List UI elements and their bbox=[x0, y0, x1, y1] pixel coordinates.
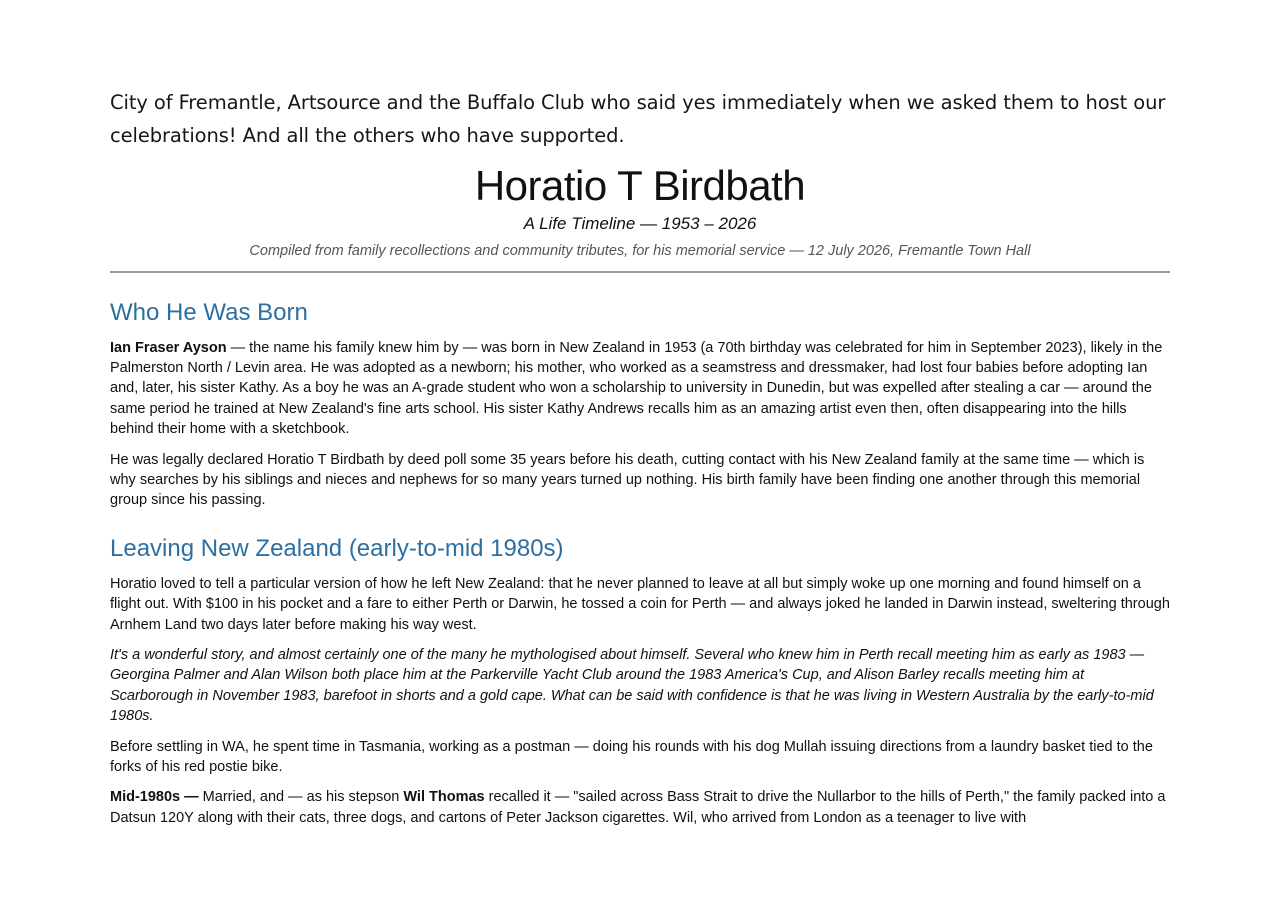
page-title: Horatio T Birdbath bbox=[474, 162, 806, 209]
leaving-paragraph-1: Horatio loved to tell a particular version of how he left New Zealand: that he never planned to leave at all but simply woke up one morning and found himself on a flight out. With $100 in his pocket and a fare to either Perth or Darwin, he tossed a coin for Perth — and always joked he landed in Darwin instead, sweltering through Arnhem Land two days later before making his way west. bbox=[110, 576, 1170, 633]
intro-paragraph: City of Fremantle, Artsource and the Buffalo Club who said yes immediately when we asked them to host our celebrations! And all the others who have supported. bbox=[110, 91, 1166, 147]
section-birth bbox=[110, 298, 1170, 510]
stepson-name: Wil Thomas bbox=[403, 789, 485, 806]
leaving-paragraph-3: Before settling in WA, he spent time in Tasmania, working as a postman — doing his rounds with his dog Mullah issuing directions from a laundry basket tied to the forks of his red postie bike. bbox=[110, 738, 1153, 775]
birth-paragraph-1-text: — the name his family knew him by — was born in New Zealand in 1953 (a 70th birthday was celebrated for him in September 2023), likely in the Palmerston North / Levin area. He was adopted as a newborn; his mother, who worked as a seamstress and dressmaker, had lost four babies before adopting Ian and, later, his sister Kathy. As a boy he was an A-grade student who won a scholarship to university in Dunedin, but was expelled after stealing a car — around the same period he trained at New Zealand's fine arts school. His sister Kathy Andrews recalls him as an amazing artist even then, often disappearing into the hills behind their home with a sketchbook. bbox=[110, 340, 1163, 437]
section-leaving-nz bbox=[110, 534, 1170, 828]
compiled-note: Compiled from family recollections and community tributes, for his memorial service — 12 July 2026, Fremantle Town Hall bbox=[249, 243, 1031, 259]
mid-1980s-lead: Mid-1980s — bbox=[110, 789, 199, 806]
leaving-paragraph-4 bbox=[110, 787, 1170, 827]
leaving-paragraph-2: It's a wonderful story, and almost certainly one of the many he mythologised about himself. Several who knew him in Perth recall meeting him as early as 1983 — Georgina Palmer and Alan Wilson both place him at the Parkerville Yacht Club around the 1983 America's Cup, and Alison Barley recalls meeting him at Scarborough in November 1983, barefoot in shorts and a gold cape. What can be said with confidence is that he was living in Western Australia by the early-to-mid 1980s. bbox=[110, 647, 1154, 724]
document-page bbox=[110, 86, 1170, 828]
header-divider bbox=[110, 271, 1170, 273]
birth-paragraph-1 bbox=[110, 338, 1170, 439]
section-heading-leaving-nz: Leaving New Zealand (early-to-mid 1980s) bbox=[110, 535, 564, 563]
section-heading-birth: Who He Was Born bbox=[110, 299, 308, 326]
leaving-paragraph-4-text-a: Married, and — as his stepson bbox=[198, 789, 404, 806]
birth-paragraph-2: He was legally declared Horatio T Birdbath by deed poll some 35 years before his death, cutting contact with his New Zealand family at the same time — which is why searches by his siblings and nieces and nephews for so many years turned up nothing. His birth family have been finding one another through this memorial group since his passing. bbox=[110, 451, 1145, 508]
birth-name-lead: Ian Fraser Ayson bbox=[110, 340, 227, 356]
page-subtitle: A Life Timeline — 1953 – 2026 bbox=[523, 214, 757, 233]
leaving-paragraph-4-text-b: recalled it — "sailed across Bass Strait to drive the Nullarbor to the hills of Perth," the family packed into a Datsun 120Y along with their cats, three dogs, and cartons of Peter Jackson cigarettes. Wil, who arrived from London as a teenager to live with bbox=[110, 789, 1166, 826]
